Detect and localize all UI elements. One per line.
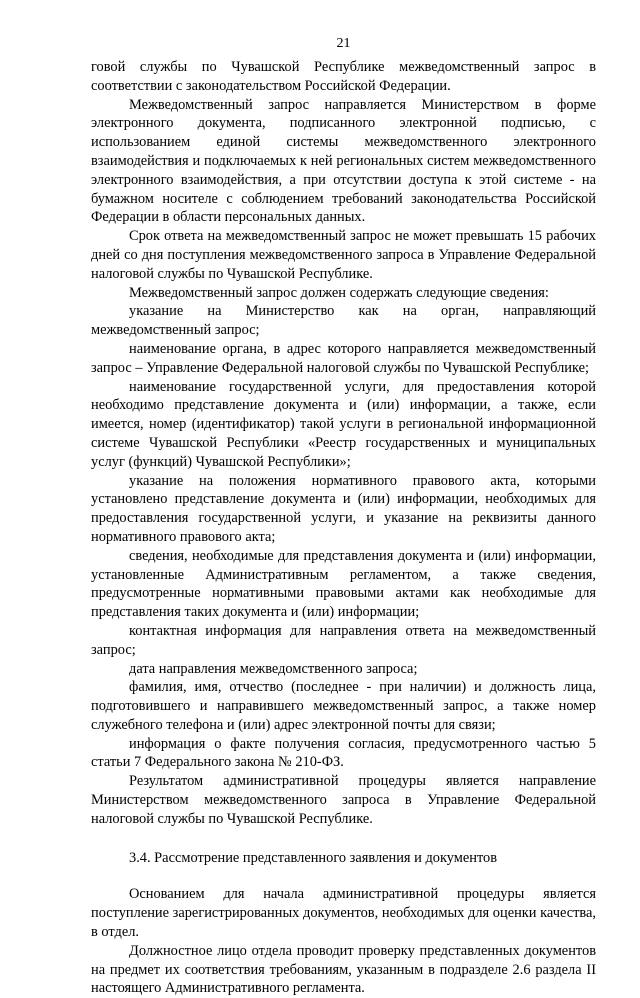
paragraph: Результатом административной процедуры является направление Министерством межведомственного запроса в Управление Федеральной налоговой службы по Чувашской Республике. [91, 773, 596, 827]
paragraph: Основанием для начала административной процедуры является поступление зарегистрированных документов, необходимых для оценки качества, в отдел. [91, 886, 596, 941]
list-item: указание на положения нормативного правового акта, которыми установлено представление документа и (или) информации, необходимых для предоставления государственной услуги, и указание на реквизиты данного нормативного правового акта; [91, 472, 596, 545]
document-page [91, 34, 596, 998]
paragraph: говой службы по Чувашской Республике межведомственный запрос в соответствии с законодательством Российской Федерации. [91, 59, 596, 94]
paragraph: Межведомственный запрос направляется Министерством в форме электронного документа, подписанного электронной подписью, с использованием единой системы межведомственного электронного взаимодействия и подключаемых к ней региональных систем межведомственного электронного взаимодействия, а при отсутствии доступа к этой системе - на бумажном носителе с соблюдением требований законодательства Российской Федерации в области персональных данных. [91, 96, 596, 226]
paragraph: Должностное лицо отдела проводит проверку представленных документов на предмет их соответствия требованиям, указанным в подразделе 2.6 раздела II настоящего Административного регламента. [91, 942, 596, 997]
section-heading: 3.4. Рассмотрение представленного заявления и документов [129, 849, 498, 866]
list-item: контактная информация для направления ответа на межведомственный запрос; [91, 622, 596, 658]
list-item: указание на Министерство как на орган, направляющий межведомственный запрос; [91, 303, 596, 339]
page-number: 21 [336, 36, 351, 51]
list-item: сведения, необходимые для представления документа и (или) информации, установленные Административным регламентом, а также сведения, предусмотренные нормативными правовыми актами как необходимые для представления таких документа и (или) информации; [91, 547, 596, 621]
list-item: наименование государственной услуги, для предоставления которой необходимо представление документа и (или) информации, а также, если имеется, номер (идентификатор) такой услуги в региональной информационной системе Чувашской Республики «Реестр государственных и муниципальных услуг (функций) Чувашской Республики»; [91, 378, 596, 470]
list-item: дата направления межведомственного запроса; [129, 660, 418, 677]
paragraph: Срок ответа на межведомственный запрос не может превышать 15 рабочих дней со дня поступления межведомственного запроса в Управление Федеральной налоговой службы по Чувашской Республике. [91, 228, 596, 282]
list-item: фамилия, имя, отчество (последнее - при наличии) и должность лица, подготовившего и направившего межведомственный запрос, а также номер служебного телефона и (или) адрес электронной почты для связи; [91, 679, 596, 733]
spacer [91, 829, 596, 849]
body-text-after-heading [91, 885, 596, 998]
spacer [91, 867, 596, 885]
list-item: наименование органа, в адрес которого направляется межведомственный запрос – Управление Федеральной налоговой службы по Чувашской Республике; [91, 340, 596, 376]
body-text-before-heading [91, 58, 596, 829]
paragraph: Межведомственный запрос должен содержать следующие сведения: [129, 284, 549, 301]
list-item: информация о факте получения согласия, предусмотренного частью 5 статьи 7 Федерального закона № 210-ФЗ. [91, 735, 596, 771]
